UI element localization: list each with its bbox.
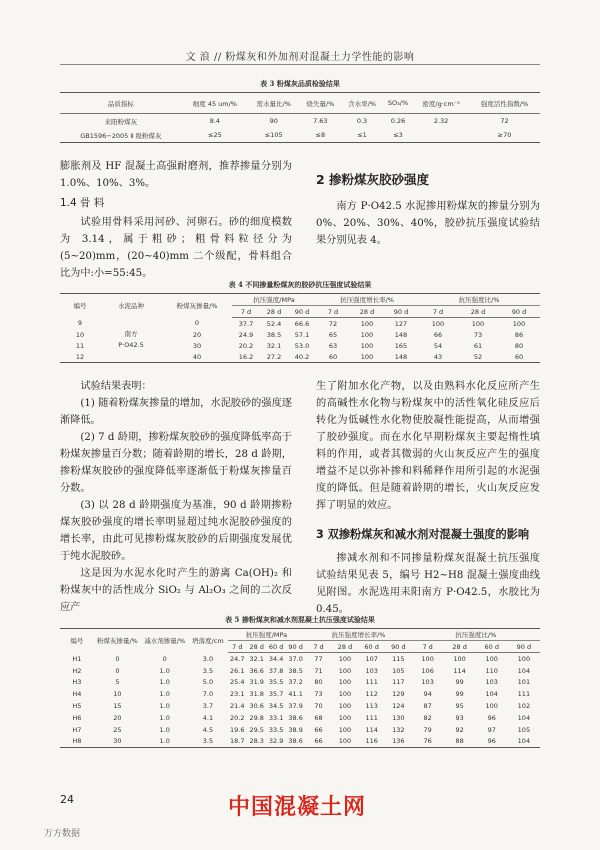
table5-header-flyash: 粉煤灰掺量/%	[96, 637, 138, 646]
table3-cell: ≤25	[208, 131, 222, 139]
table5-cell: 37.2	[288, 678, 303, 687]
table5-cell: 115	[392, 654, 405, 663]
table4-cell: 40	[192, 352, 202, 361]
table5-cell: 70	[314, 702, 323, 711]
table5-cell: 113	[365, 702, 378, 711]
table5-row	[60, 688, 540, 700]
table5-cell: 37.8	[268, 666, 284, 675]
table4-cell: 53.0	[294, 341, 310, 350]
table4-cement-line: P·O42.5	[118, 340, 144, 349]
table4-cell: 100	[512, 319, 526, 328]
table5-cell: 100	[517, 654, 531, 663]
table5-cell: 104	[517, 666, 531, 675]
table5-age-header: 28 d	[444, 641, 476, 653]
table5-cell: 96	[487, 737, 496, 746]
table4-cell: 38.5	[266, 330, 282, 339]
table4-age-header: 7 d	[232, 306, 260, 318]
table5-cell: 87	[423, 702, 432, 711]
table4-cell: 24.9	[238, 330, 254, 339]
table4-cell: 20.2	[238, 341, 254, 350]
table5-cell: 117	[392, 678, 405, 687]
table4-cell: 52	[473, 352, 483, 361]
table5-cell: 21.4	[230, 702, 245, 711]
table5-cell: 4.1	[202, 713, 214, 722]
paragraph-admixture: 膨胀剂及 HF 混凝土高强耐磨剂，推荐掺量分别为 1.0%、10%、3%。	[60, 161, 292, 189]
table5-header-growth: 抗压强度增长率/%	[305, 629, 411, 641]
table5-cell: 111	[365, 678, 378, 687]
table3-cell: GB1596−2005 Ⅱ 级粉煤灰	[80, 131, 162, 140]
table5-cell: 30	[113, 737, 122, 746]
table4-cell: 72	[328, 319, 338, 328]
table3-cell: 8.4	[209, 117, 221, 125]
watermark-text: 中国混凝土网	[228, 795, 367, 820]
table5-cell: 34.5	[268, 702, 284, 711]
table4-cell: 66.6	[294, 319, 310, 328]
table5-cell: 30.6	[249, 702, 264, 711]
table5-cell: 73	[314, 690, 323, 699]
table5-cell: 132	[392, 725, 405, 734]
table4-cement-line: 南方	[124, 329, 138, 338]
table4-cell-no: 11	[75, 341, 85, 350]
table4-header-ratio: 抗压强度比/%	[418, 294, 540, 306]
table5-cell: 79	[423, 725, 432, 734]
table5-cell: 23.1	[230, 690, 245, 699]
table5-cell: 1.0	[159, 690, 170, 699]
table5-cell: H6	[72, 713, 82, 722]
table3-cell: 90	[269, 117, 278, 125]
table3-cell: 7.63	[313, 117, 328, 125]
table5-cell: 103	[421, 678, 434, 687]
table5-cell: 0	[162, 654, 167, 663]
table5-cell: 110	[485, 666, 498, 675]
table5-header-strength: 抗压强度/MPa	[228, 629, 306, 641]
table5-cell: 0	[115, 654, 120, 663]
table3-cell: 0.26	[390, 117, 406, 125]
table3-cell: ≤105	[264, 131, 283, 139]
table5-cell: H7	[72, 725, 82, 734]
table4-header-growth: 抗压强度增长率/%	[316, 294, 418, 306]
table5-cell: 66	[314, 725, 323, 734]
table5-cell: 136	[392, 737, 405, 746]
result-item-2: (2) 7 d 龄期，掺粉煤灰胶砂的强度降低率高于粉煤灰掺量百分数；随着龄期的增长，28 d 龄期，掺粉煤灰胶砂的强度降低率逐渐低于粉煤灰掺量百分数。	[60, 432, 292, 494]
table3	[60, 92, 540, 143]
table5-cell: 1.0	[159, 678, 170, 687]
table5-row	[60, 712, 540, 724]
section-3-heading: 3 双掺粉煤灰和减水剂对混凝土强度的影响	[316, 528, 530, 541]
table4-cell: 148	[394, 352, 408, 361]
table3-cell	[413, 128, 469, 143]
table5-age-header: 90 d	[508, 641, 540, 653]
table5-cell: 5.0	[202, 678, 214, 687]
table5-cell: 100	[338, 702, 352, 711]
table4-cell-no: 9	[77, 319, 83, 328]
table4-cell: 40.2	[294, 352, 310, 361]
table5-cell: H1	[72, 654, 82, 663]
table4-cell: 20	[192, 330, 202, 339]
table5-cell: 66	[314, 737, 323, 746]
table5-cell: 94	[423, 690, 432, 699]
result-item-1: (1) 随着粉煤灰掺量的增加，水泥胶砂的强度逐渐降低。	[60, 398, 292, 426]
table4-cell: 80	[514, 341, 524, 350]
table5-cell: 68	[314, 713, 323, 722]
table5-cell: 100	[338, 690, 352, 699]
table3-header-cell: 细度 45 um/%	[182, 93, 248, 114]
table5-cell: 130	[392, 713, 405, 722]
table5-cell: 31.8	[249, 690, 264, 699]
table5-cell: 114	[365, 725, 378, 734]
table5-cell: 38.6	[288, 737, 303, 746]
table3-cell: ≤1	[357, 131, 367, 139]
table5-cell: 31.9	[249, 678, 264, 687]
table5-cell: 32.1	[249, 654, 264, 663]
table5-cell: 1.0	[159, 713, 170, 722]
table5-cell: 38.5	[288, 666, 303, 675]
table5-cell: 102	[517, 702, 531, 711]
table4-age-header: 90 d	[288, 306, 316, 318]
table5-cell: 15	[113, 702, 122, 711]
table5-cell: 24.7	[230, 654, 245, 663]
table5-age-header: 60 d	[358, 641, 385, 653]
table4-cell: 148	[394, 330, 408, 339]
results-intro: 试验结果表明：	[80, 381, 152, 392]
table5-age-header: 60 d	[266, 641, 285, 653]
table4-cell: 37.7	[238, 319, 254, 328]
table5-cell: 3.5	[202, 737, 214, 746]
table5-cell: 29.8	[249, 713, 264, 722]
table5-cell: 105	[392, 666, 405, 675]
paragraph-concrete-test: 掺减水剂和不同掺量粉煤灰混凝土抗压强度试验结果见表 5，编号 H2~H8 混凝土强度曲线见附图。水泥选用耒阳南方 P·O42.5，水胶比为 0.45。	[316, 553, 540, 615]
table5-cell: 3.0	[202, 654, 214, 663]
table3-cell: ≤8	[315, 131, 326, 139]
table4-cell: 61	[473, 341, 483, 350]
table5-cell: 100	[485, 702, 498, 711]
table3-cell: 2.32	[433, 117, 449, 125]
table5-age-header: 28 d	[332, 641, 359, 653]
table5-age-header: 7 d	[305, 641, 331, 653]
table5-cell: 33.5	[268, 725, 284, 734]
table5-row	[60, 736, 540, 748]
table3-header-cell: 含水率/%	[341, 93, 383, 114]
table5-cell: 124	[392, 702, 405, 711]
table4-cell: 63	[328, 341, 338, 350]
paragraph-aggregate: 试验用骨料采用河砂、河卵石。砂的细度模数为 3.14，属于粗砂；粗骨料粒径分为 (5~20)mm，(20~40)mm 二个级配，骨料组合比为中:小=55:45。	[60, 217, 292, 279]
table4-cell: 73	[473, 330, 483, 339]
table5-cell: 97	[487, 725, 496, 734]
table5-cell: 37.9	[288, 702, 303, 711]
table3-cell: ≥70	[497, 131, 512, 139]
table5-cell: 29.5	[249, 725, 264, 734]
paragraph-reaction-start: 这是因为水泥水化时产生的游离 Ca(OH)₂ 和粉煤灰中的活性成分 SiO₂ 与 Al₂O₃ 之间的二次反应产	[60, 568, 292, 613]
table4-cell: 127	[394, 319, 408, 328]
table5-row	[60, 724, 540, 736]
table4-cell: 43	[433, 352, 443, 361]
table4-age-header: 7 d	[316, 306, 350, 318]
table5-cell: 106	[421, 666, 434, 675]
table5-cell: 18.7	[230, 737, 245, 746]
table4-cell-no: 12	[75, 352, 85, 361]
table3-header-cell: 品质指标	[60, 93, 182, 114]
table5-cell: 104	[517, 713, 531, 722]
table4-cell: 60	[514, 352, 524, 361]
table5-cell: 38.6	[288, 713, 303, 722]
table4-cell: 57.1	[294, 330, 310, 339]
table5-cell: H3	[72, 678, 82, 687]
table5-cell: H5	[72, 702, 82, 711]
table4-cell: 86	[514, 330, 524, 339]
right-column-top	[316, 170, 540, 249]
table3-header-cell: 烧失量/%	[299, 93, 341, 114]
table3-cell: 来阳粉煤灰	[104, 117, 138, 126]
table5-cell: 100	[338, 654, 352, 663]
footer-source: 万方数据	[44, 829, 81, 839]
table4-caption: 表 4 不同掺量粉煤灰的胶砂抗压强度试验结果	[228, 280, 372, 289]
table5-cell: 104	[517, 737, 531, 746]
table5-cell: 114	[453, 666, 466, 675]
table4-cell: 100	[431, 319, 445, 328]
table5-cell: 19.6	[230, 725, 245, 734]
table4-age-header: 7 d	[418, 306, 458, 318]
table5-cell: 37.0	[288, 654, 303, 663]
table5-cell: 100	[338, 678, 352, 687]
table5-header-no: 编号	[70, 637, 84, 646]
table5-cell: 111	[365, 713, 378, 722]
table3-caption: 表 3 粉煤灰品质检验结果	[260, 79, 340, 88]
table5-cell: 1.0	[159, 737, 170, 746]
table5-row	[60, 665, 540, 677]
paragraph-mortar-test: 南方 P·O42.5 水泥掺用粉煤灰的掺量分别为 0%、20%、30%、40%，胶砂抗压强度试验结果分别见表 4。	[316, 201, 540, 246]
running-header: 文 浪 // 粉煤灰和外加剂对混凝土力学性能的影响	[185, 52, 415, 63]
table3-header-cell: SO₃/%	[383, 93, 413, 114]
table4-cell: 165	[394, 341, 408, 350]
table3-row	[60, 128, 540, 143]
table5-cell: 1.0	[159, 702, 170, 711]
table5-cell: 116	[365, 737, 378, 746]
table5-cell: 4.5	[202, 725, 214, 734]
table3-header-cell: 密度/g·cm⁻³	[413, 93, 469, 114]
table3-cell: 72	[500, 117, 509, 125]
table5-age-header: 90 d	[385, 641, 412, 653]
table3-row	[60, 114, 540, 129]
paragraph-reaction-cont: 生了附加水化产物，以及由熟料水化反应所产生的高碱性水化物与粉煤灰中的活性氧化硅反应后转化为低碱性水化物使胶凝性能提高，从而增强了胶砂强度。而在水化早期粉煤灰主要起惰性填料的作用，或者其微弱的火山灰反应产生的强度增益不足以弥补掺和料稀释作用所引起的水泥强度的降低。但是随着龄期的增长，火山灰反应发挥了明显的效应。	[316, 381, 540, 511]
table5-age-header: 60 d	[476, 641, 508, 653]
table5-header-ratio: 抗压强度比/%	[412, 629, 540, 641]
table5-cell: 93	[455, 713, 464, 722]
table4-cell: 100	[360, 352, 374, 361]
table5-cell: 38.9	[288, 725, 303, 734]
table5-cell: 5	[115, 678, 120, 687]
table5-cell: 25.4	[230, 678, 245, 687]
table5-cell: 100	[338, 666, 352, 675]
table3-cell: 0.3	[356, 117, 368, 125]
table4-cell: 65	[328, 330, 338, 339]
table5-cell: 76	[423, 737, 432, 746]
table5-cell: 25	[113, 725, 122, 734]
table5-cell: 28.3	[249, 737, 264, 746]
table3-header-cell: 需水量比/%	[248, 93, 299, 114]
table5-cell: 88	[455, 737, 464, 746]
table4-cell: 66	[433, 330, 443, 339]
table5-row	[60, 653, 540, 665]
table4-cell-no: 10	[75, 330, 85, 339]
table4-row	[60, 318, 540, 330]
table5-cell: 20.2	[230, 713, 245, 722]
table5-row	[60, 677, 540, 689]
table4-age-header: 90 d	[498, 306, 540, 318]
table5-age-header: 90 d	[286, 641, 305, 653]
table5-cell: 96	[487, 713, 496, 722]
table4-age-header: 90 d	[384, 306, 418, 318]
table4-cell: 27.2	[266, 352, 282, 361]
table5-cell: 20	[113, 713, 122, 722]
section-2-heading: 2 掺粉煤灰胶砂强度	[316, 172, 430, 187]
table5-cell: 10	[113, 690, 122, 699]
table5-cell: 107	[365, 654, 378, 663]
table4-header-flyash: 粉煤灰掺量/%	[176, 302, 218, 311]
table5-cell: 100	[338, 737, 352, 746]
left-column-top	[60, 158, 292, 282]
table5-cell: 41.1	[288, 690, 303, 699]
table4	[60, 293, 540, 363]
table5-header-slump: 坍落度/cm	[192, 637, 224, 646]
right-column-middle	[316, 378, 540, 618]
table4-cell: 60	[328, 352, 338, 361]
table5-cell: H4	[72, 690, 82, 699]
table4-cement-cell	[100, 318, 162, 363]
table4-cell: 54	[433, 341, 443, 350]
table5-cell: 103	[485, 678, 498, 687]
table5-cell: 36.6	[249, 666, 264, 675]
table5-cell: 26.1	[230, 666, 245, 675]
table4-header-cement: 水泥品种	[118, 302, 144, 311]
table4-cell: 100	[360, 330, 374, 339]
table5-cell: 100	[338, 713, 352, 722]
table4-cell: 100	[471, 319, 485, 328]
table4-cell: 30	[192, 341, 202, 350]
table5-cell: 99	[455, 690, 464, 699]
table4-age-header: 28 d	[350, 306, 384, 318]
table5-cell: H8	[72, 737, 82, 746]
table5-cell: 3.5	[202, 666, 214, 675]
table5-cell: 80	[314, 678, 323, 687]
table5	[60, 628, 540, 748]
table5-cell: 101	[517, 678, 531, 687]
table5-row	[60, 700, 540, 712]
table5-header-reducer: 减水剂掺量/%	[144, 637, 186, 646]
table5-cell: 100	[338, 725, 352, 734]
left-column-middle	[60, 378, 292, 616]
table5-cell: 35.7	[268, 690, 284, 699]
table5-cell: 129	[392, 690, 405, 699]
table5-cell: 1.0	[159, 666, 170, 675]
table4-cell: 100	[360, 319, 374, 328]
table4-header-strength: 抗压强度/MPa	[232, 294, 316, 306]
table4-cell: 0	[194, 319, 200, 328]
table5-cell: 100	[421, 654, 434, 663]
table5-cell: 105	[517, 725, 531, 734]
result-item-3: (3) 以 28 d 龄期强度为基准，90 d 龄期掺粉煤灰胶砂强度的增长率明显超过纯水泥胶砂强度的增长率，由此可见掺粉煤灰胶砂的后期强度发展优于纯水泥胶砂。	[60, 500, 292, 562]
section-1-4-heading: 1.4 骨 料	[60, 197, 105, 209]
table3-cell: ≤3	[393, 131, 403, 139]
table4-cell: 52.4	[266, 319, 282, 328]
table5-age-header: 7 d	[412, 641, 444, 653]
table5-cell: 111	[517, 690, 531, 699]
table5-cell: 71	[314, 666, 323, 675]
table5-cell: 92	[455, 725, 464, 734]
table5-cell: 35.5	[268, 678, 284, 687]
table5-cell: 99	[455, 678, 464, 687]
table5-cell: 104	[485, 690, 498, 699]
header-rule	[60, 64, 540, 65]
table4-cell: 16.2	[238, 352, 254, 361]
table5-cell: 103	[365, 666, 378, 675]
page-number: 24	[60, 793, 74, 806]
table3-header-cell: 强度活性指数/%	[469, 93, 540, 114]
table5-cell: 77	[314, 654, 323, 663]
table5-cell: 7.0	[202, 690, 214, 699]
table5-cell: 0	[115, 666, 120, 675]
table5-cell: 3.7	[202, 702, 214, 711]
table5-cell: 112	[365, 690, 378, 699]
table5-age-header: 7 d	[228, 641, 247, 653]
table4-cell: 32.1	[266, 341, 282, 350]
table4-age-header: 28 d	[260, 306, 288, 318]
table4-cell: 100	[360, 341, 374, 350]
table5-age-header: 28 d	[247, 641, 266, 653]
table5-cell: 1.0	[159, 725, 170, 734]
table5-cell: 34.4	[268, 654, 284, 663]
table5-caption: 表 5 掺粉煤灰和减水剂混凝土抗压强度试验结果	[225, 615, 375, 624]
table5-cell: 100	[485, 654, 498, 663]
table5-cell: 95	[455, 702, 464, 711]
table5-cell: 33.1	[268, 713, 284, 722]
table5-cell: 82	[423, 713, 432, 722]
table5-cell: H2	[72, 666, 82, 675]
table5-cell: 32.9	[268, 737, 284, 746]
table5-cell: 100	[453, 654, 466, 663]
table4-age-header: 28 d	[458, 306, 498, 318]
table4-header-no: 编号	[73, 302, 87, 311]
